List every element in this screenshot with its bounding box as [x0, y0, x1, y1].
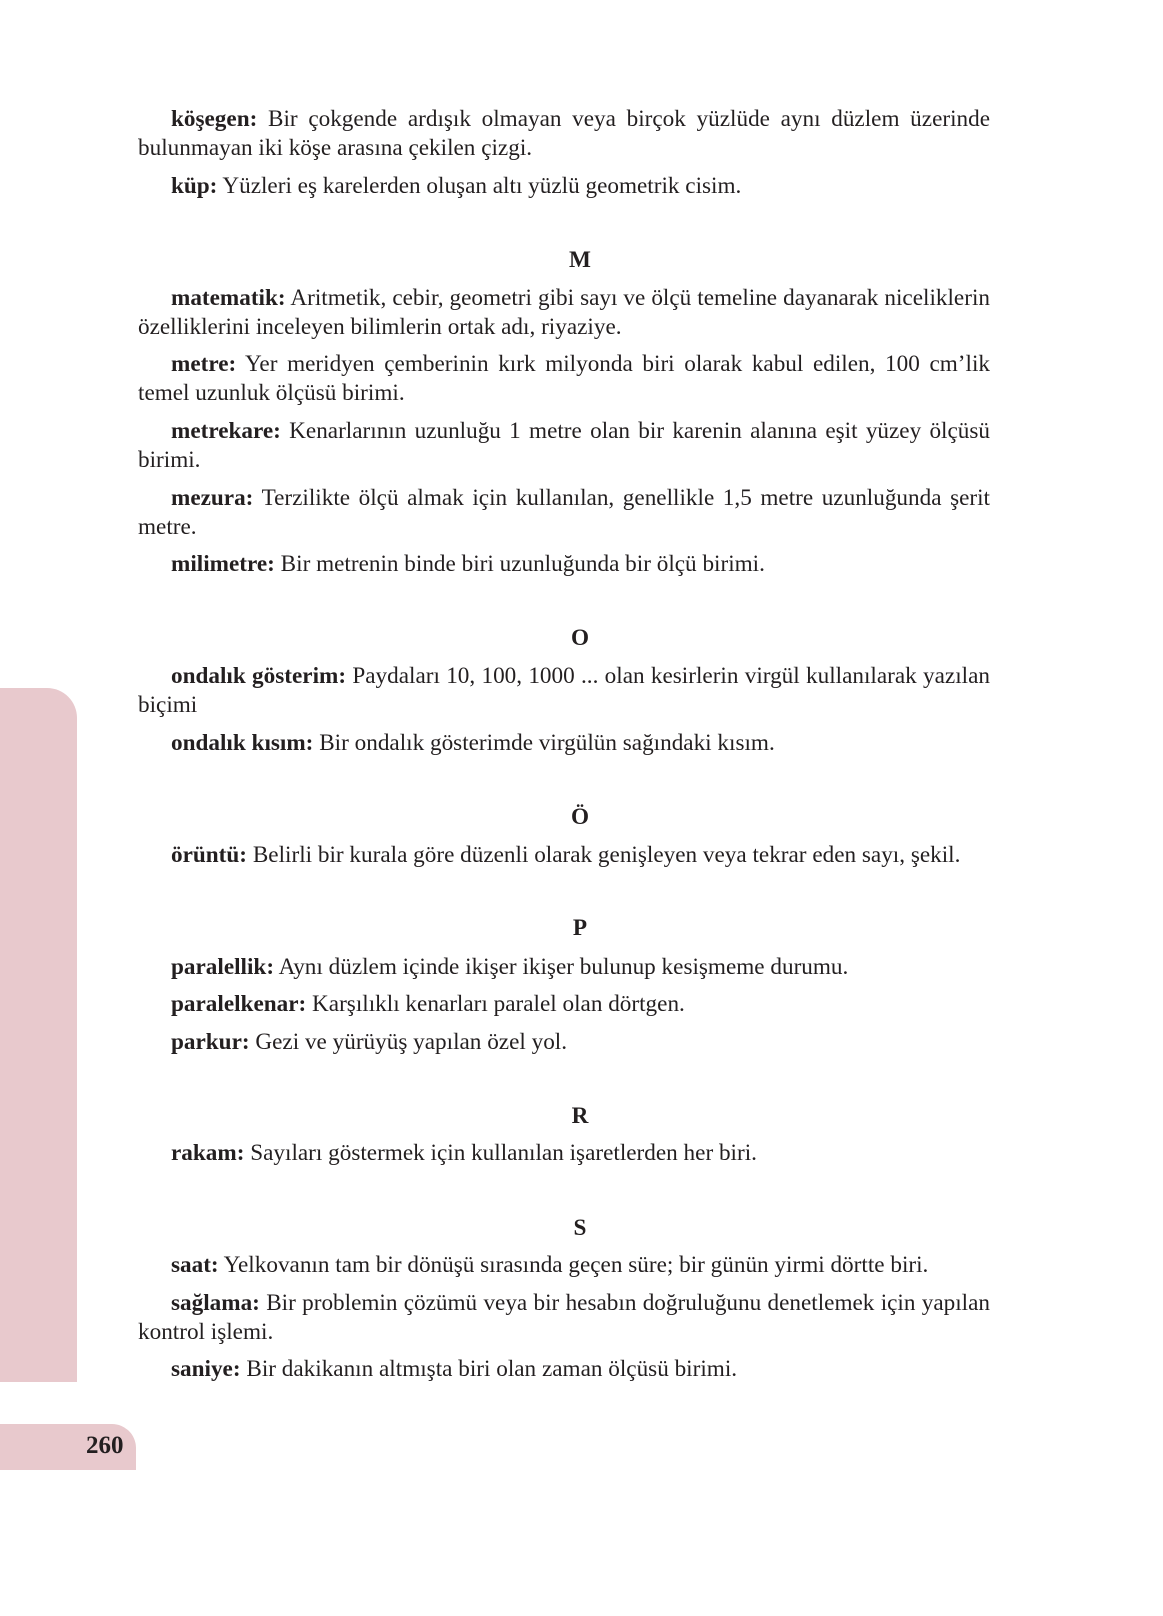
- term: saat:: [171, 1252, 219, 1278]
- term: milimetre:: [171, 551, 275, 577]
- definition: Bir dakikanın altmışta biri olan zaman ölçüsü birimi.: [246, 1356, 738, 1382]
- glossary-entry-paralelkenar: [138, 990, 990, 1019]
- term: mezura:: [171, 485, 254, 511]
- glossary-entry-mezura: [138, 484, 990, 542]
- definition: Paydaları 10, 100, 1000 ... olan kesirlerin virgül kullanılarak yazılan biçimi: [138, 663, 990, 718]
- term: parkur:: [171, 1029, 250, 1055]
- section-letter-s: S: [573, 1215, 587, 1241]
- glossary-entry-saglama: [138, 1289, 990, 1347]
- glossary-entry-ondalik-gosterim: [138, 662, 990, 720]
- glossary-entry-saat: [138, 1251, 990, 1280]
- definition: Terzilikte ölçü almak için kullanılan, genellikle 1,5 metre uzunluğunda şerit metre.: [138, 485, 990, 540]
- definition: Yelkovanın tam bir dönüşü sırasında geçen süre; bir günün yirmi dörtte biri.: [223, 1252, 929, 1278]
- glossary-entry-kup: [138, 172, 990, 201]
- term: ondalık gösterim:: [171, 663, 347, 689]
- definition: Bir çokgende ardışık olmayan veya birçok yüzlüde aynı düzlem üzerinde bulunmayan iki köşe arasına çekilen çizgi.: [138, 106, 990, 161]
- glossary-entry-kosegen: [138, 105, 990, 163]
- term: paralelkenar:: [171, 991, 307, 1017]
- glossary-entry-milimetre: [138, 550, 990, 579]
- section-letter-m: M: [569, 247, 591, 273]
- term: örüntü:: [171, 842, 248, 868]
- term: metre:: [171, 351, 237, 377]
- term: metrekare:: [171, 418, 281, 444]
- term: paralellik:: [171, 954, 275, 980]
- definition: Bir problemin çözümü veya bir hesabın doğruluğunu denetlemek için yapılan kontrol işlemi.: [138, 1290, 991, 1345]
- definition: Belirli bir kurala göre düzenli olarak genişleyen veya tekrar eden sayı, şekil.: [252, 842, 961, 868]
- definition: Bir metrenin binde biri uzunluğunda bir ölçü birimi.: [280, 551, 765, 577]
- term: küp:: [171, 173, 218, 199]
- glossary-entry-paralellik: [138, 953, 990, 982]
- glossary-entry-metrekare: [138, 417, 990, 475]
- glossary-entry-oruntu: [138, 841, 990, 870]
- definition: Yüzleri eş karelerden oluşan altı yüzlü geometrik cisim.: [222, 173, 742, 199]
- section-letter-p: P: [572, 915, 588, 941]
- definition: Bir ondalık gösterimde virgülün sağındaki kısım.: [319, 730, 775, 756]
- glossary-entry-metre: [138, 350, 990, 408]
- section-letter-o: O: [570, 625, 590, 651]
- term: ondalık kısım:: [171, 730, 314, 756]
- definition: Karşılıklı kenarları paralel olan dörtgen.: [312, 991, 685, 1017]
- glossary-entry-rakam: [138, 1139, 990, 1168]
- glossary-entry-saniye: [138, 1355, 990, 1384]
- term: rakam:: [171, 1140, 245, 1166]
- term: sağlama:: [171, 1290, 260, 1316]
- glossary-entry-matematik: [138, 284, 990, 342]
- page-number: 260: [86, 1432, 124, 1459]
- definition: Yer meridyen çemberinin kırk milyonda biri olarak kabul edilen, 100 cm’lik temel uzunluk ölçüsü birimi.: [138, 351, 990, 406]
- definition: Sayıları göstermek için kullanılan işaretlerden her biri.: [250, 1140, 757, 1166]
- glossary-entry-ondalik-kisim: [138, 729, 990, 758]
- section-letter-oe: Ö: [570, 804, 590, 830]
- definition: Aynı düzlem içinde ikişer ikişer bulunup kesişmeme durumu.: [278, 954, 849, 980]
- glossary-entry-parkur: [138, 1028, 990, 1057]
- term: matematik:: [171, 285, 286, 311]
- definition: Gezi ve yürüyüş yapılan özel yol.: [255, 1029, 568, 1055]
- definition: Kenarlarının uzunluğu 1 metre olan bir karenin alanına eşit yüzey ölçüsü birimi.: [138, 418, 991, 473]
- term: köşegen:: [171, 106, 258, 132]
- definition: Aritmetik, cebir, geometri gibi sayı ve ölçü temeline dayanarak niceliklerin özelliklerini inceleyen bilimlerin ortak adı, riyaziye.: [138, 285, 990, 340]
- section-letter-r: R: [571, 1103, 589, 1129]
- term: saniye:: [171, 1356, 241, 1382]
- side-tab-decoration: [0, 688, 77, 1382]
